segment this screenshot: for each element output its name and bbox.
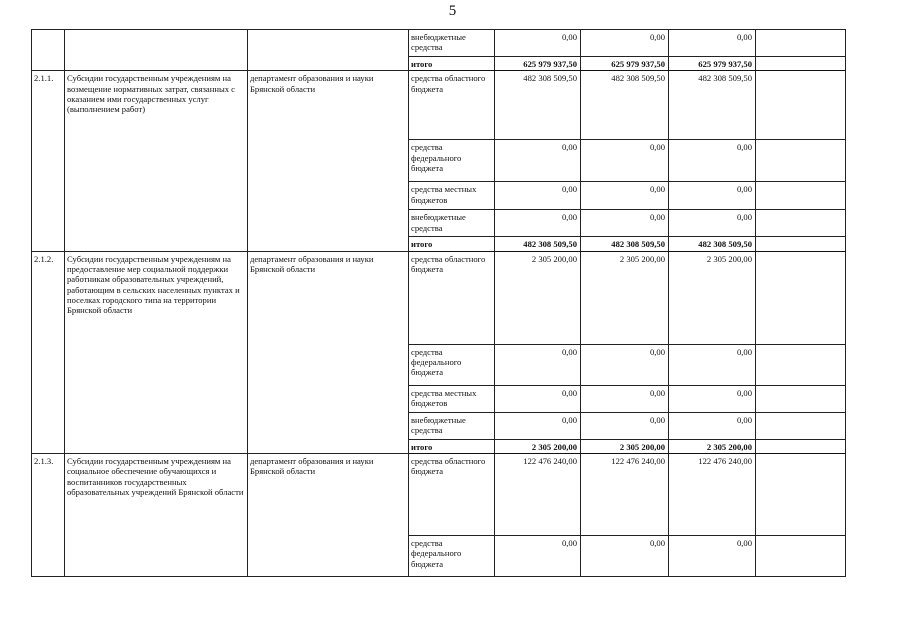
table-row (32, 453, 846, 535)
funding-source: средства местных бюджетов (409, 385, 495, 412)
amount-year-3: 0,00 (669, 344, 756, 385)
funding-source: итого (409, 57, 495, 71)
funding-source: внебюджетные средства (409, 210, 495, 237)
empty-cell (756, 385, 846, 412)
table-row (32, 71, 846, 140)
amount-year-3: 0,00 (669, 535, 756, 576)
amount-year-2: 0,00 (581, 30, 669, 57)
funding-source: средства федерального бюджета (409, 535, 495, 576)
amount-year-3: 2 305 200,00 (669, 251, 756, 344)
amount-year-3: 122 476 240,00 (669, 453, 756, 535)
amount-year-1: 0,00 (495, 30, 581, 57)
empty-cell (756, 182, 846, 210)
amount-year-3: 0,00 (669, 412, 756, 439)
amount-year-3: 0,00 (669, 210, 756, 237)
funding-source: итого (409, 237, 495, 251)
page-number: 5 (448, 3, 457, 19)
item-name-cell (65, 30, 248, 71)
amount-year-1: 0,00 (495, 182, 581, 210)
amount-year-1: 0,00 (495, 535, 581, 576)
amount-year-2: 0,00 (581, 412, 669, 439)
amount-year-1: 482 308 509,50 (495, 71, 581, 140)
item-name-cell: Субсидии государственным учреждениям на социальное обеспечение обучающихся и воспитанников государственных образовательных учреждений Брянской области (65, 453, 248, 576)
item-number-cell: 2.1.1. (32, 71, 65, 251)
amount-year-2: 122 476 240,00 (581, 453, 669, 535)
amount-year-2: 0,00 (581, 385, 669, 412)
empty-cell (756, 140, 846, 182)
item-number-cell (32, 30, 65, 71)
empty-cell (756, 251, 846, 344)
amount-year-1: 482 308 509,50 (495, 237, 581, 251)
amount-year-2: 0,00 (581, 140, 669, 182)
budget-table (31, 29, 846, 577)
amount-year-3: 482 308 509,50 (669, 237, 756, 251)
funding-source: итого (409, 439, 495, 453)
empty-cell (756, 535, 846, 576)
empty-cell (756, 210, 846, 237)
amount-year-2: 482 308 509,50 (581, 237, 669, 251)
amount-year-3: 0,00 (669, 30, 756, 57)
amount-year-1: 2 305 200,00 (495, 251, 581, 344)
amount-year-3: 2 305 200,00 (669, 439, 756, 453)
amount-year-2: 625 979 937,50 (581, 57, 669, 71)
funding-source: средства областного бюджета (409, 251, 495, 344)
empty-cell (756, 439, 846, 453)
executor-cell (248, 30, 409, 71)
amount-year-2: 0,00 (581, 344, 669, 385)
amount-year-3: 0,00 (669, 385, 756, 412)
amount-year-3: 482 308 509,50 (669, 71, 756, 140)
item-number-cell: 2.1.2. (32, 251, 65, 453)
funding-source: внебюджетные средства (409, 412, 495, 439)
amount-year-2: 0,00 (581, 535, 669, 576)
amount-year-2: 2 305 200,00 (581, 439, 669, 453)
amount-year-1: 0,00 (495, 344, 581, 385)
amount-year-2: 2 305 200,00 (581, 251, 669, 344)
funding-source: внебюджетные средства (409, 30, 495, 57)
empty-cell (756, 30, 846, 57)
amount-year-1: 625 979 937,50 (495, 57, 581, 71)
table-row (32, 251, 846, 344)
empty-cell (756, 344, 846, 385)
item-name-cell: Субсидии государственным учреждениям на возмещение нормативных затрат, связанных с оказанием ими государственных услуг (выполнением работ) (65, 71, 248, 251)
funding-source: средства областного бюджета (409, 71, 495, 140)
empty-cell (756, 71, 846, 140)
executor-cell: департамент образования и науки Брянской области (248, 71, 409, 251)
item-name-cell: Субсидии государственным учреждениям на предоставление мер социальной поддержки работникам образовательных учреждений, работающим в сельских населенных пунктах и поселках городского типа на территории Брянской области (65, 251, 248, 453)
amount-year-2: 482 308 509,50 (581, 71, 669, 140)
amount-year-3: 625 979 937,50 (669, 57, 756, 71)
funding-source: средства областного бюджета (409, 453, 495, 535)
amount-year-1: 0,00 (495, 210, 581, 237)
item-number-cell: 2.1.3. (32, 453, 65, 576)
empty-cell (756, 412, 846, 439)
amount-year-2: 0,00 (581, 210, 669, 237)
empty-cell (756, 237, 846, 251)
empty-cell (756, 57, 846, 71)
executor-cell: департамент образования и науки Брянской области (248, 251, 409, 453)
amount-year-2: 0,00 (581, 182, 669, 210)
empty-cell (756, 453, 846, 535)
table-row (32, 30, 846, 57)
funding-source: средства федерального бюджета (409, 344, 495, 385)
amount-year-1: 0,00 (495, 412, 581, 439)
amount-year-3: 0,00 (669, 182, 756, 210)
amount-year-1: 122 476 240,00 (495, 453, 581, 535)
amount-year-1: 2 305 200,00 (495, 439, 581, 453)
funding-source: средства местных бюджетов (409, 182, 495, 210)
executor-cell: департамент образования и науки Брянской области (248, 453, 409, 576)
amount-year-1: 0,00 (495, 385, 581, 412)
amount-year-3: 0,00 (669, 140, 756, 182)
amount-year-1: 0,00 (495, 140, 581, 182)
funding-source: средства федерального бюджета (409, 140, 495, 182)
